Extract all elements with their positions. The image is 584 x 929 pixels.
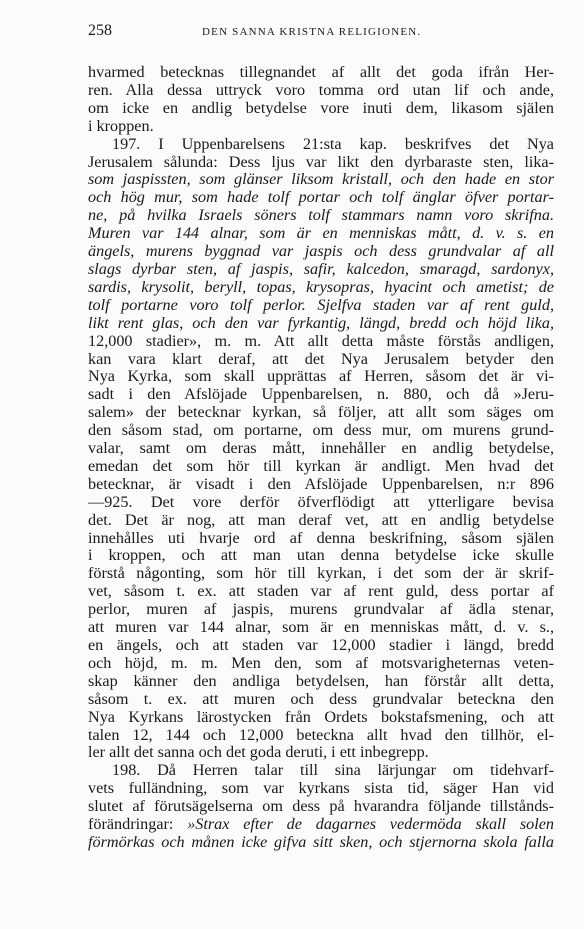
text-line: vet, såsom t. ex. att staden var af rent guld, dess portar af [88,582,554,601]
text-line: innehålles uti hvarje ord af denna beskrifning, såsom själen [88,528,554,547]
text-line: 197. I Uppenbarelsens 21:sta kap. beskrifves det Nya [112,134,554,153]
page-header [88,22,553,42]
text-line: såsom t. ex. att muren och dess grundvalar betecknа den [88,689,554,708]
text-line: förmörkas och månen icke gifva sitt sken, och stjernorna skola falla [88,832,554,851]
body-text [88,64,554,852]
text-line: förstå någonting, som hör till kyrkan, i det som der är skrif- [88,564,554,583]
text-line: Jerusalem sålunda: Dess ljus var likt den dyrbaraste sten, lika- [88,152,554,171]
text-line: ler allt det sanna och det goda deruti, i ett inbegrepp. [88,743,429,762]
text-line: och höjd, m. m. Men den, som af motsvarigheternas veten- [88,653,554,672]
text-line: vets fulländning, som var kyrkans sista tid, säger Han vid [88,779,554,798]
text-line: det. Det är nog, att man deraf vet, att en andlig betydelse [88,510,554,529]
text-line: skap känner den andliga betydelsen, han förstår allt detta, [88,671,554,690]
text-line: 198. Då Herren talar till sina lärjungar om tidehvarf- [112,761,554,780]
text-line: Nya Kyrka, som skall upprättas af Herren, såsom det är vi- [88,367,554,386]
text-line: hvarmed betecknas tillegnandet af allt det goda ifrån Her- [88,63,554,81]
text-line: perlor, muren af jaspis, murens grundvalar af ädla stenar, [88,600,554,619]
text-line-emphasis: »Strax efter de dagarnes vedermöda skall solen [187,815,554,834]
text-line: likt rent glas, och den var fyrkantig, längd, bredd och höjd lika, [88,313,554,332]
text-line: ne, på hvilka Israels söners tolf stammars namn voro skrifna. [88,206,554,225]
text-line: emedan det som hör till kyrkan är andligt. Men hvad det [88,456,554,475]
text-line: i kroppen. [88,116,154,135]
text-line: —925. Det vore derför öfverflödigt att ytterligare bevisa [88,492,554,511]
text-line: ren. Alla dessa uttryck voro tomma ord utan lif och ande, [88,80,554,99]
text-line: och hög mur, som hade tolf portar och tolf änglar öfver portar- [88,188,554,207]
text-line: 12,000 stadier», m. m. Att allt detta måste förstås andligen, [88,331,554,350]
text-line: kan vara klart deraf, att det Nya Jerusalem betyder den [88,349,554,368]
text-line: sardis, krysolit, beryll, topas, krysopras, hyacint och ametist; de [88,277,554,296]
text-line: sadt i den Afslöjade Uppenbarelsen, n. 880, och då »Jeru- [88,385,554,404]
page-number: 258 [88,22,112,39]
text-line: betecknar, är visadt i den Afslöjade Uppenbarelsen, n:r 896 [88,474,554,493]
text-line: salem» der betecknar kyrkan, så följer, att allt som säges om [88,403,554,422]
text-line: i kroppen, och att man utan denna betydelse icke skulle [88,546,554,565]
running-title: DEN SANNA KRISTNA RELIGIONEN. [202,26,422,38]
text-line: som jaspissten, som glänser liksom kristall, och den hade en stor [88,170,554,189]
text-line: att muren var 144 alnar, som är en menniskas mått, d. v. s., [88,618,554,637]
text-line: tolf portarne voro tolf perlor. Sjelfva staden var af rent guld, [88,295,554,314]
text-line: Nya Kyrkans lärostycken från Ordets bokstafsmening, och att [88,707,554,726]
text-line [88,816,554,834]
text-line: slags dyrbar sten, af jaspis, safir, kalcedon, smaragd, sardonyx, [88,259,554,278]
text-line: Muren var 144 alnar, som är en menniskas mått, d. v. s. en [88,224,554,243]
text-line: valar, samt om deras mått, innehåller en andlig betydelse, [88,439,554,458]
text-line: slutet af förutsägelserna om dess på hvarandra följande tillstånds- [88,797,554,816]
text-line: talen 12, 144 och 12,000 beteckna allt hvad den tillhör, el- [88,725,554,744]
text-line: den såsom stad, om portarne, om dess mur, om murens grund- [88,421,554,440]
text-line: om icke en andlig betydelse vore inuti dem, likasom själen [88,98,554,117]
text-line-plain: förändringar: [88,815,188,834]
text-line: ängels, murens byggnad var jaspis och dess grundvalar af all [88,242,554,261]
text-line: en ängels, och att staden var 12,000 stadier i längd, bredd [88,636,554,654]
